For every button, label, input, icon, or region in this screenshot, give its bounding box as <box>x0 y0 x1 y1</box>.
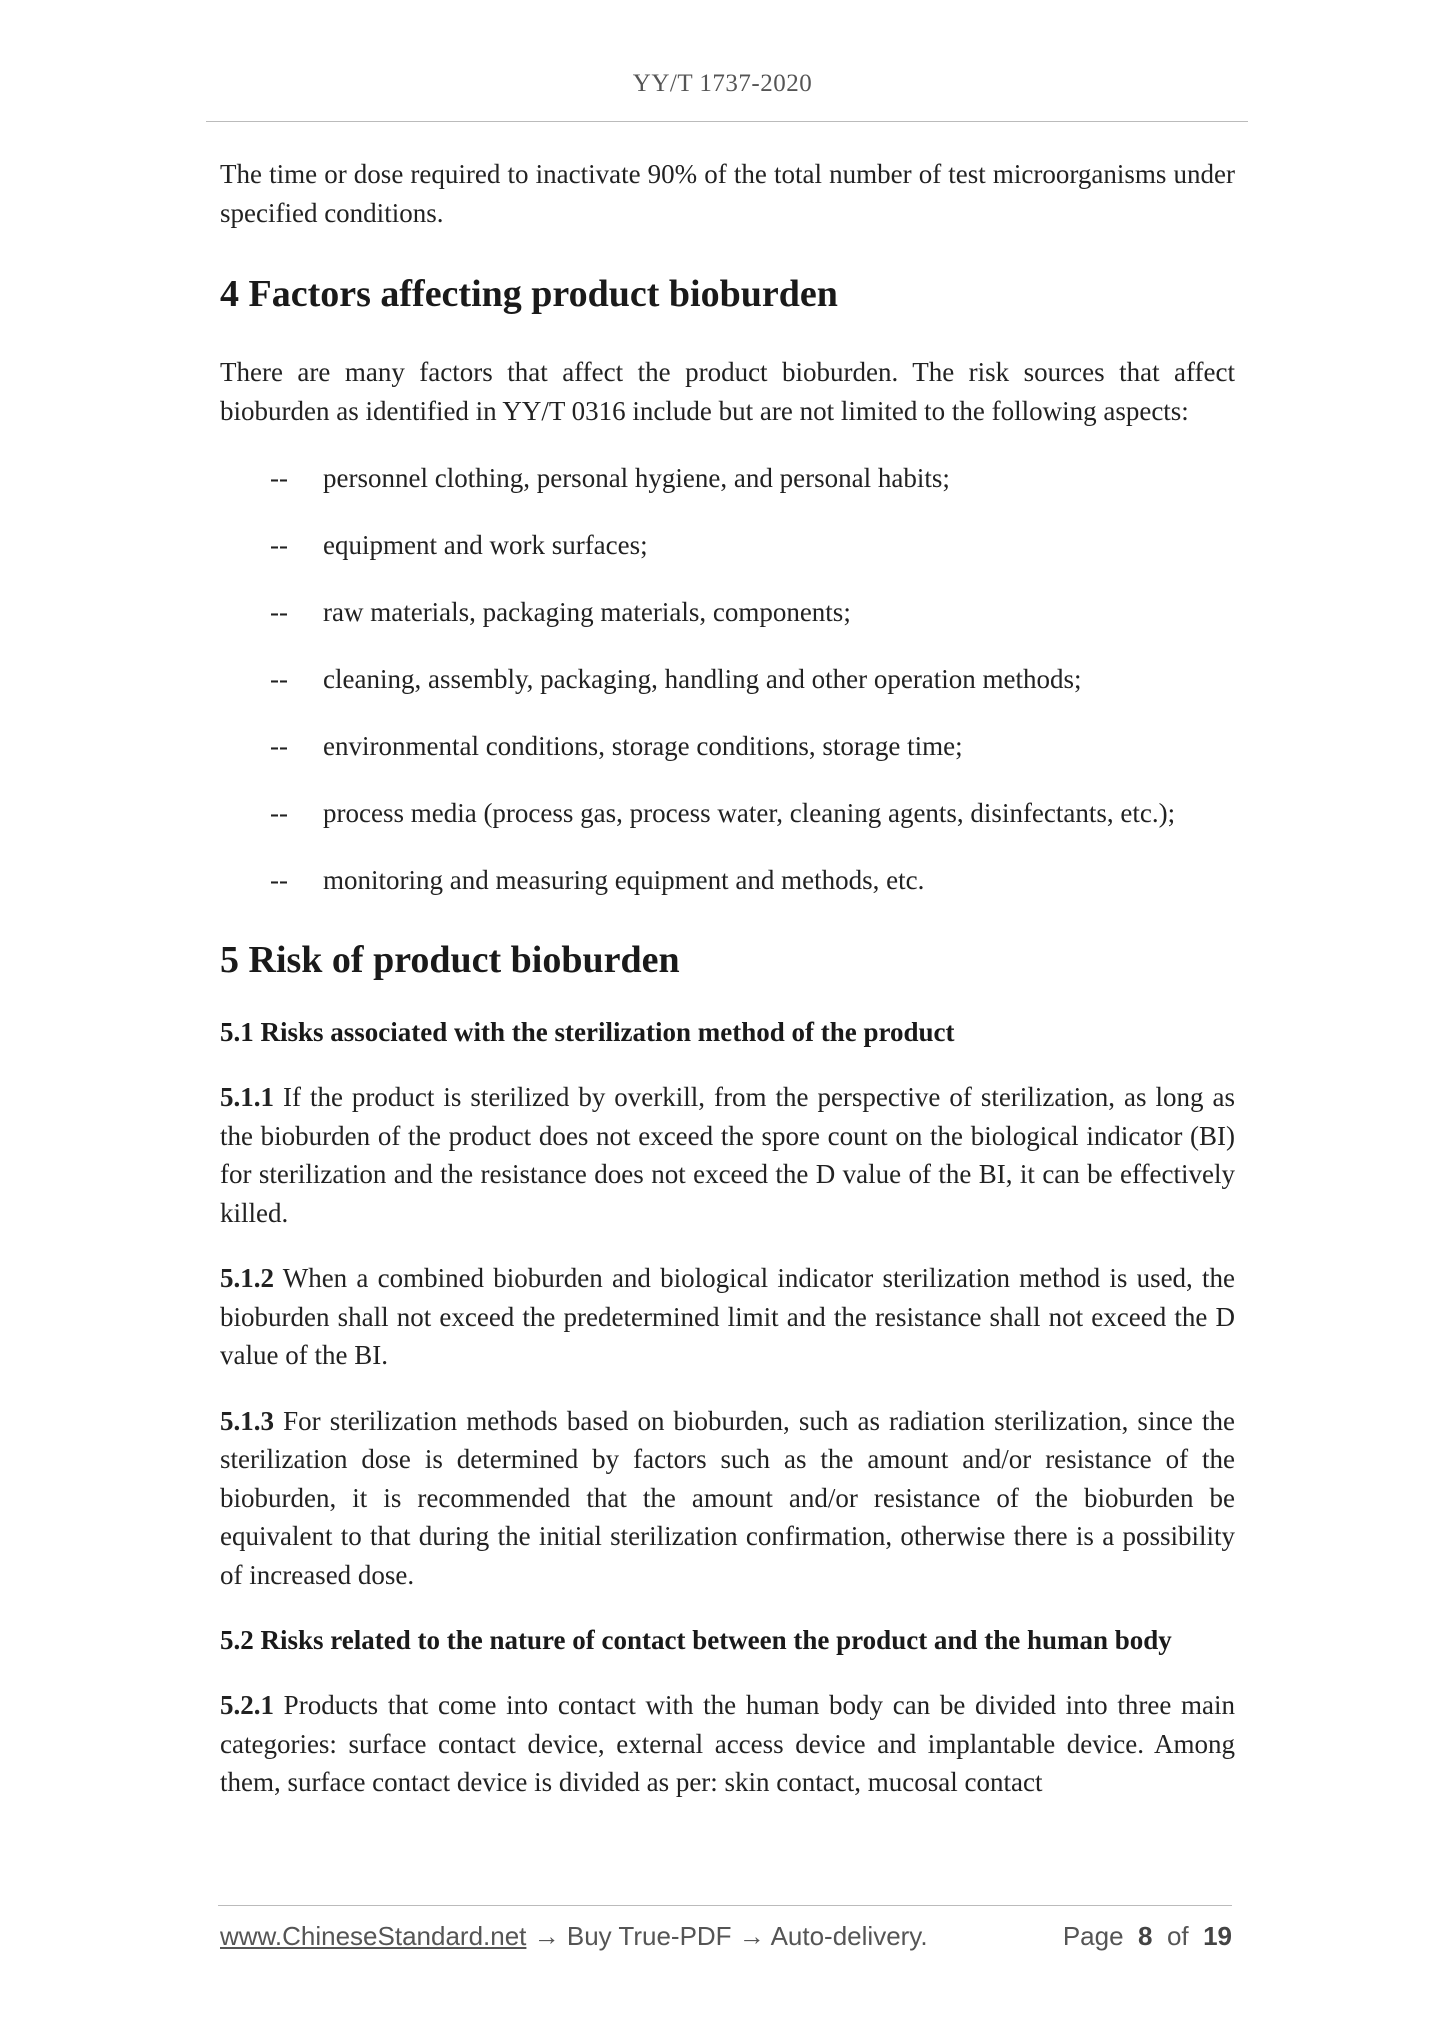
list-item <box>220 459 1235 497</box>
clause-number: 5.1.3 <box>220 1405 274 1436</box>
clause-text: When a combined bioburden and biological indicator sterilization method is used, the bioburden shall not exceed the predetermined limit and the resistance shall not exceed the D value of the BI. <box>220 1263 1235 1370</box>
list-item-text: monitoring and measuring equipment and methods, etc. <box>323 865 925 895</box>
list-item-text: personnel clothing, personal hygiene, and personal habits; <box>323 463 950 493</box>
site-link[interactable]: www.ChineseStandard.net <box>220 1921 527 1951</box>
header-doc-code: YY/T 1737-2020 <box>632 70 813 97</box>
section-4-paragraph: There are many factors that affect the product bioburden. The risk sources that affect bioburden as identified in YY/T 0316 include but are not limited to the following aspects: <box>220 357 1235 426</box>
intro-paragraph: The time or dose required to inactivate 90% of the total number of test microorganisms under specified conditions. <box>220 159 1235 228</box>
list-item <box>220 727 1235 765</box>
page-word: Page <box>1062 1921 1124 1951</box>
header-divider <box>206 121 1248 122</box>
clause-number: 5.2.1 <box>220 1690 274 1720</box>
footer-promo <box>220 1921 928 1952</box>
total-pages: 19 <box>1203 1921 1232 1951</box>
list-dash: -- <box>270 731 288 761</box>
list-item <box>220 794 1235 832</box>
list-item <box>220 593 1235 631</box>
clause-text: If the product is sterilized by overkill, from the perspective of sterilization, as long as the bioburden of the product does not exceed the spore count on the biological indicator (BI) for sterilization and the resistance does not exceed the D value of the BI, it can be effectively killed. <box>220 1082 1235 1228</box>
clause-number: 5.1.2 <box>220 1263 274 1293</box>
page-footer <box>220 1921 1232 1957</box>
list-item-text: process media (process gas, process water, cleaning agents, disinfectants, etc.); <box>323 798 1176 828</box>
section-5-2-heading: 5.2 Risks related to the nature of contact between the product and the human body <box>220 1625 1172 1655</box>
footer-promo-text: → Buy True-PDF → Auto-delivery. <box>526 1921 928 1951</box>
clause-5-1-2 <box>220 1259 1235 1375</box>
list-item-text: cleaning, assembly, packaging, handling and other operation methods; <box>323 664 1082 694</box>
list-item <box>220 861 1235 899</box>
clause-5-1-1 <box>220 1078 1235 1232</box>
list-item-text: environmental conditions, storage conditions, storage time; <box>323 731 963 761</box>
list-dash: -- <box>270 865 288 895</box>
section-4-heading: 4 Factors affecting product bioburden <box>220 273 838 315</box>
list-dash: -- <box>270 463 288 493</box>
list-dash: -- <box>270 798 288 828</box>
list-dash: -- <box>270 597 288 627</box>
current-page: 8 <box>1138 1921 1153 1951</box>
of-word: of <box>1166 1921 1189 1951</box>
section-5-heading: 5 Risk of product bioburden <box>220 939 680 981</box>
page-body <box>220 155 1235 1802</box>
list-dash: -- <box>270 530 288 560</box>
clause-5-2-1 <box>220 1686 1235 1802</box>
list-item <box>220 526 1235 564</box>
clause-text: For sterilization methods based on bioburden, such as radiation sterilization, since the sterilization dose is determined by factors such as the amount and/or resistance of the bioburden, it is recommended that the amount and/or resistance of the bioburden be equivalent to that during the initial sterilization confirmation, otherwise there is a possibility of increased dose. <box>220 1405 1235 1590</box>
list-item <box>220 660 1235 698</box>
clause-number: 5.1.1 <box>220 1082 274 1112</box>
footer-divider <box>218 1905 1232 1906</box>
list-item-text: equipment and work surfaces; <box>323 530 648 560</box>
clause-5-1-3 <box>220 1402 1235 1595</box>
page-indicator <box>1063 1921 1232 1952</box>
list-dash: -- <box>270 664 288 694</box>
list-item-text: raw materials, packaging materials, components; <box>323 597 851 627</box>
clause-text: Products that come into contact with the human body can be divided into three main categories: surface contact device, external access device and implantable device. Among them, surface contact device is divided as per: skin contact, mucosal contact <box>220 1690 1235 1797</box>
factor-list <box>220 459 1235 899</box>
section-5-1-heading: 5.1 Risks associated with the sterilization method of the product <box>220 1017 955 1047</box>
